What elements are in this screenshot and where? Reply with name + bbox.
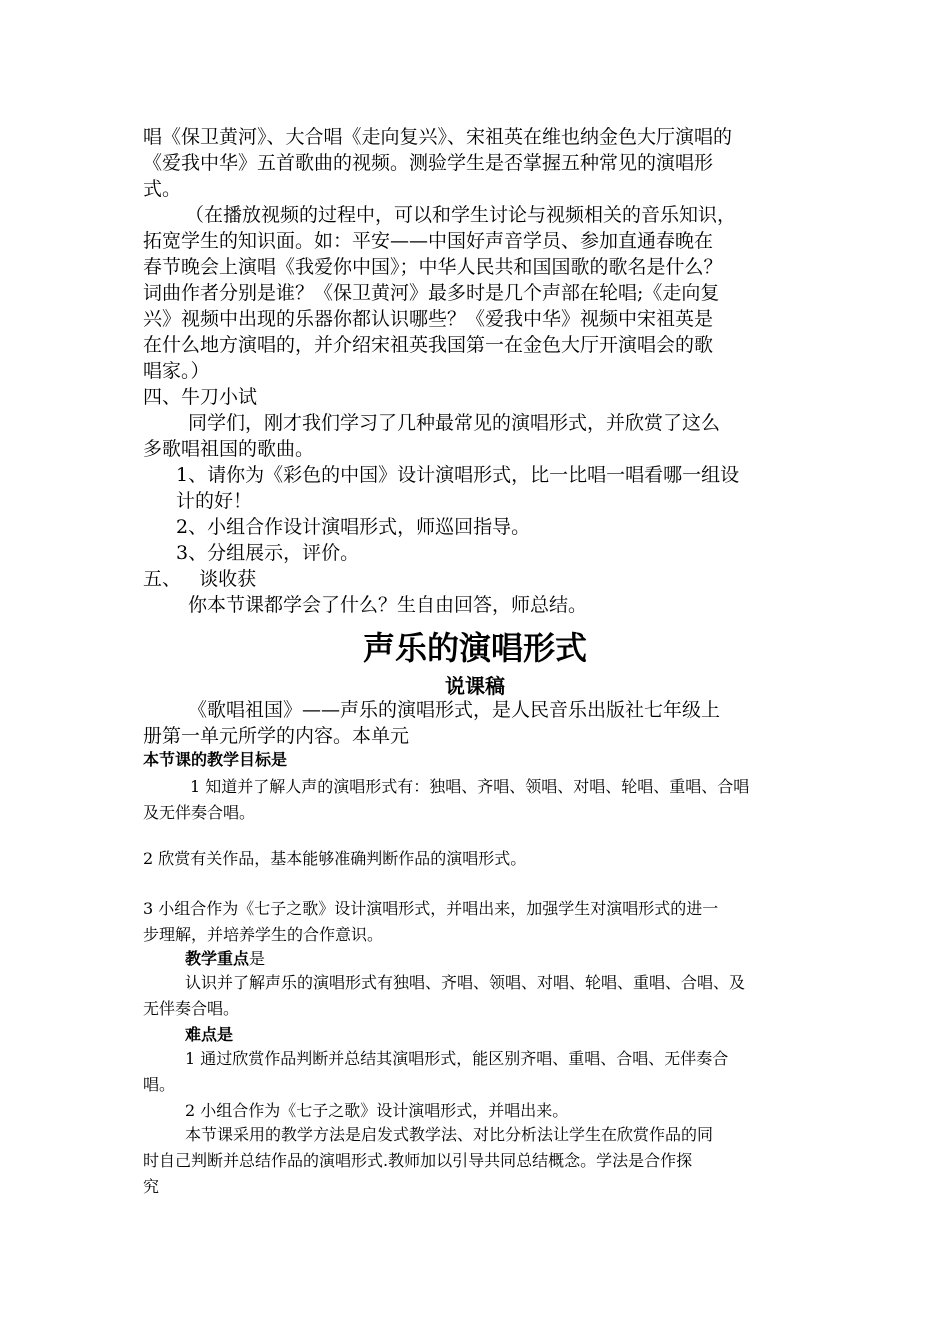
text-line: 唱《保卫黄河》、大合唱《走向复兴》、宋祖英在维也纳金色大厅演唱的 (143, 126, 733, 148)
list-item: 2、小组合作设计演唱形式，师巡回指导。 (176, 516, 531, 538)
text-line: 时自己判断并总结作品的演唱形式.教师加以引导共同总结概念。学法是合作探 (143, 1151, 693, 1170)
text-line: 本节课采用的教学方法是启发式教学法、对比分析法让学生在欣赏作品的同 (185, 1125, 714, 1144)
list-item: 1、请你为《彩色的中国》设计演唱形式，比一比唱一唱看哪一组设 (176, 464, 740, 486)
key-heading (185, 946, 265, 972)
text-line: 无伴奏合唱。 (143, 999, 240, 1018)
key-heading-bold: 教学重点 (185, 949, 250, 968)
text-line: 同学们，刚才我们学习了几种最常见的演唱形式，并欣赏了这么 (188, 412, 721, 434)
text-line: 多歌唱祖国的歌曲。 (143, 438, 315, 460)
difficulty-item: 2 小组合作为《七子之歌》设计演唱形式，并唱出来。 (185, 1101, 569, 1120)
text-line: 兴》视频中出现的乐器你都认识哪些？《爱我中华》视频中宋祖英是 (143, 308, 714, 330)
goal-item-continued: 步理解，并培养学生的合作意识。 (143, 925, 384, 944)
difficulty-item-continued: 唱。 (143, 1075, 176, 1094)
document-subtitle: 说课稿 (445, 674, 505, 698)
section-heading: 四、牛刀小试 (143, 386, 258, 408)
text-line: 《爱我中华》五首歌曲的视频。测验学生是否掌握五种常见的演唱形 (143, 152, 714, 174)
goal-item-continued: 及无伴奏合唱。 (143, 803, 256, 822)
text-line: 《歌唱祖国》——声乐的演唱形式，是人民音乐出版社七年级上 (188, 699, 721, 721)
goal-item: 1 知道并了解人声的演唱形式有：独唱、齐唱、领唱、对唱、轮唱、重唱、合唱 (190, 777, 750, 796)
goal-item: 3 小组合作为《七子之歌》设计演唱形式，并唱出来，加强学生对演唱形式的进一 (143, 899, 719, 918)
goal-item: 2 欣赏有关作品，基本能够准确判断作品的演唱形式。 (143, 849, 527, 868)
document-title: 声乐的演唱形式 (362, 629, 587, 667)
text-line: 词曲作者分别是谁？《保卫黄河》最多时是几个声部在轮唱;《走向复 (143, 282, 720, 304)
text-line: 究 (143, 1177, 160, 1196)
text-line: 式。 (143, 178, 182, 200)
text-line: 在什么地方演唱的，并介绍宋祖英我国第一在金色大厅开演唱会的歌 (143, 334, 714, 356)
text-line: 你本节课都学会了什么？生自由回答，师总结。 (188, 594, 588, 616)
difficulty-heading: 难点是 (185, 1025, 234, 1044)
text-line: 拓宽学生的知识面。如：平安——中国好声音学员、参加直通春晚在 (143, 230, 714, 252)
text-line: 春节晚会上演唱《我爱你中国》；中华人民共和国国歌的歌名是什么？ (143, 256, 723, 278)
list-item-continued: 计的好！ (176, 490, 253, 512)
text-line: 唱家。） (143, 360, 210, 382)
text-line: 册第一单元所学的内容。本单元 (143, 725, 410, 747)
difficulty-item: 1 通过欣赏作品判断并总结其演唱形式，能区别齐唱、重唱、合唱、无伴奏合 (185, 1049, 729, 1068)
key-heading-rest: 是 (249, 949, 266, 968)
section-heading: 五、 谈收获 (143, 568, 257, 590)
text-line: （在播放视频的过程中，可以和学生讨论与视频相关的音乐知识， (185, 204, 737, 226)
list-item: 3、分组展示，评价。 (176, 542, 360, 564)
goals-heading: 本节课的教学目标是 (143, 750, 288, 769)
text-line: 认识并了解声乐的演唱形式有独唱、齐唱、领唱、对唱、轮唱、重唱、合唱、及 (185, 973, 746, 992)
